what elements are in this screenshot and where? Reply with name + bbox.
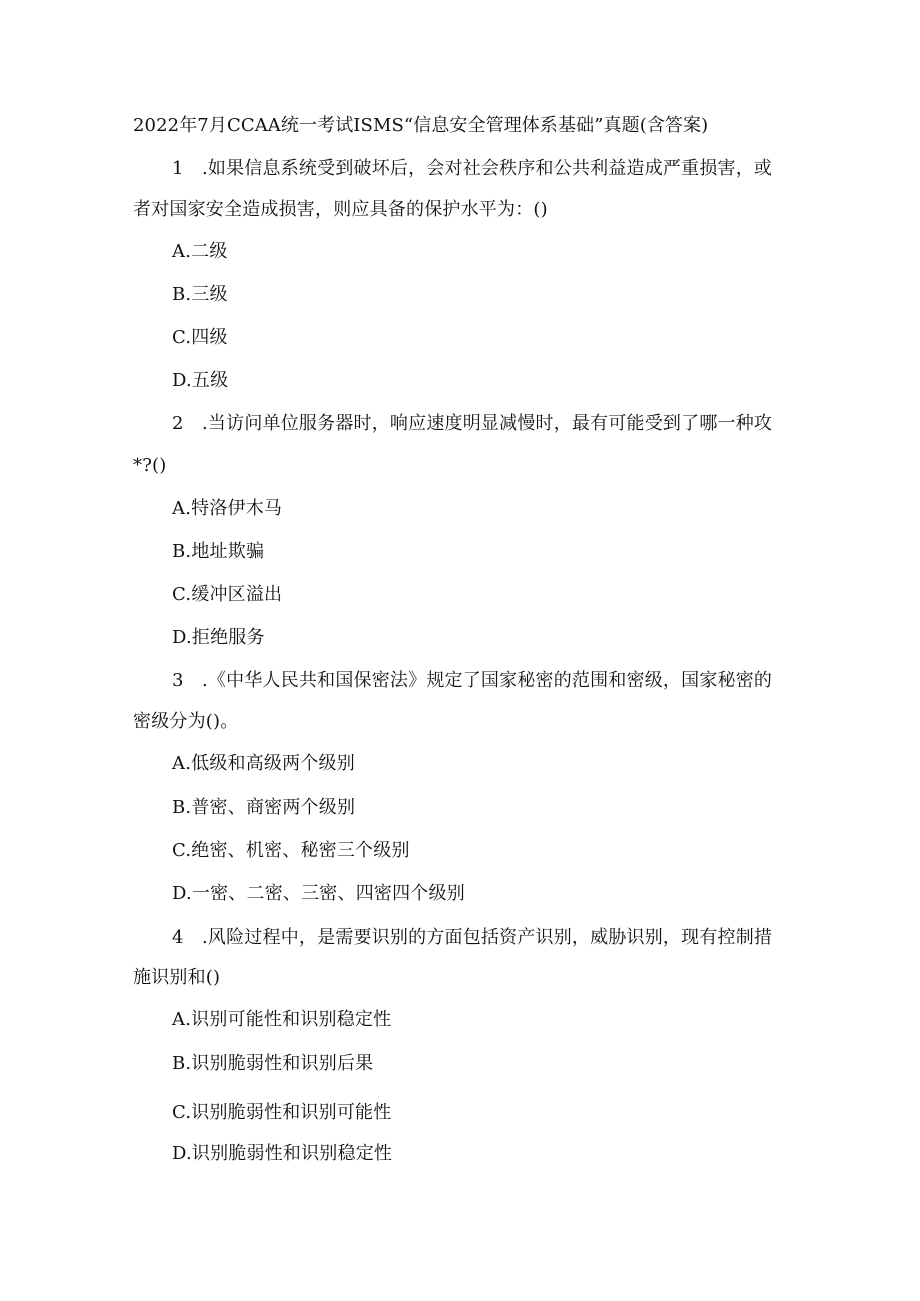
question-1-text-line-2: 者对国家安全造成损害，则应具备的保护水平为：() [133,199,548,220]
question-2-option-a: A.特洛伊木马 [172,498,283,519]
question-4-option-d: D.识别脆弱性和识别稳定性 [172,1143,393,1164]
question-4-number: 4 [172,927,184,948]
question-1-text-line-1: .如果信息系统受到破坏后，会对社会秩序和公共利益造成严重损害，或 [202,158,773,179]
question-4-option-c: C.识别脆弱性和识别可能性 [172,1102,392,1123]
question-3-text-line-2: 密级分为()。 [133,711,239,732]
question-4-text-line-1: .风险过程中，是需要识别的方面包括资产识别，威胁识别，现有控制措 [202,927,773,948]
question-4-option-b: B.识别脆弱性和识别后果 [172,1053,374,1074]
question-1-line-1 [172,157,772,181]
question-4-line-1 [172,926,772,950]
question-3-option-a: A.低级和高级两个级别 [172,753,355,774]
question-2-text-line-1: .当访问单位服务器时，响应速度明显减慢时，最有可能受到了哪一种攻 [202,413,773,434]
question-1-option-a: A.二级 [172,241,228,262]
question-3-number: 3 [172,670,184,691]
question-2-option-c: C.缓冲区溢出 [172,584,283,605]
document-title: 2022年7月CCAA统一考试ISMS“信息安全管理体系基础”真题(含答案) [133,115,709,136]
question-3-option-b: B.普密、商密两个级别 [172,797,356,818]
question-1-option-c: C.四级 [172,327,228,348]
question-2-line-1 [172,412,772,436]
question-3-line-1 [172,669,772,693]
question-3-text-line-1: .《中华人民共和国保密法》规定了国家秘密的范围和密级，国家秘密的 [202,670,773,691]
question-3-option-c: C.绝密、机密、秘密三个级别 [172,840,410,861]
question-2-text-line-2: *?() [133,455,167,476]
question-1-option-d: D.五级 [172,370,229,391]
question-1-number: 1 [172,158,184,179]
question-1-option-b: B.三级 [172,284,228,305]
question-3-option-d: D.一密、二密、三密、四密四个级别 [172,883,465,904]
question-2-option-d: D.拒绝服务 [172,627,265,648]
question-2-option-b: B.地址欺骗 [172,541,265,562]
question-4-text-line-2: 施识别和() [133,967,221,988]
question-2-number: 2 [172,413,184,434]
question-4-option-a: A.识别可能性和识别稳定性 [172,1009,392,1030]
